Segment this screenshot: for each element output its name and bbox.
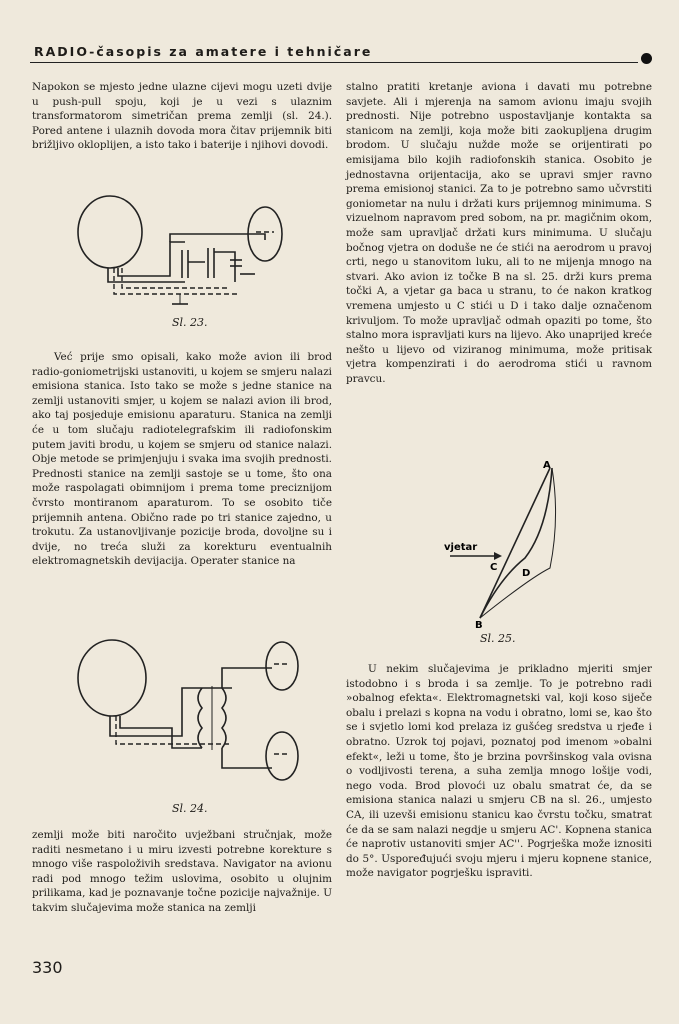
figure-23-diagram — [70, 182, 310, 307]
right-column-bottom — [346, 662, 652, 881]
left-column-top — [32, 80, 332, 153]
left-paragraph-2: Već prije smo opisali, kako može avion ili brod radio-goniometrijski ustanoviti, u kojem se smjeru nalazi emisiona stanica. Isto tako se može s jedne stanice na zemlji ustanoviti smjer, u kojem se nalazi avion ili brod, ako taj posjeduje emisionu aparaturu. Stanica na zemlji će u tom slučaju radiotelegrafskim ili radiofonskim putem javiti brodu, u kojem se smjeru od stanice nalazi. Obje metode se primjenjuju i svaka ima svojih prednosti. Prednosti stanice na zemlji sastoje se u tome, što ona može raspolagati obimnijom i prema tome preciznijom čvrsto montiranom aparaturom. To se osobito tiče prijemnih antena. Obično rade po tri stanice zajedno, u trokutu. Za ustanovljivanje pozicije broda, dovoljne su i dvije, no treća služi za korekturu eventualnih elektromagnetskih devijacija. Operater stanice na — [32, 351, 332, 568]
figure-25-caption: Sl. 25. — [480, 632, 516, 645]
left-paragraph-1: Napokon se mjesto jedne ulazne cijevi mogu uzeti dvije u push-pull spoju, koji je u vezi s ulaznim transformatorom simetričan prema zemlji (sl. 24.). Pored antene i ulaznih dovoda mora čitav prijemnik biti brižljivo okloplijen, a isto tako i baterije i njihovi dovodi. — [32, 81, 332, 152]
header-dot-icon — [641, 53, 652, 64]
right-paragraph-2: U nekim slučajevima je prikladno mjeriti smjer istodobno i s broda i sa zemlje. To je potrebno radi »obalnog efekta«. Elektromagnetski val, koji koso siječe obalu i prelazi s kopna na vodu i obratno, lomi se, kao što se i svjetlo lomi kod prelaza iz gušćeg sredstva u rjeđe i obratno. Uzrok toj pojavi, poznatoj pod imenom »obalni efekt«, leži u tome, što je brzina površinskog vala ovisna o vodljivosti terena, a suha zemlja mnogo lošije vodi, nego voda. Brod plovoći uz obalu smatrat će, da se emisiona stanica nalazi u smjeru CB na sl. 26., umjesto CA, ili uzevši emisionu stanicu kao čvrstu točku, smatrat će da se sam nalazi negdje u smjeru AC'. Kopnena stanica će naprotiv ustanoviti smjer AC''. Pogrješka može iznositi do 5°. Uspoređujući svoju mjeru i mjeru kopnene stanice, može navigator pogrješku ispraviti. — [346, 663, 652, 880]
point-c-label: C — [490, 562, 498, 573]
header-rule — [30, 62, 638, 63]
vacuum-tube-icon — [266, 732, 298, 780]
right-column-top — [346, 80, 652, 386]
figure-23-caption: Sl. 23. — [172, 316, 208, 329]
point-b-label: B — [475, 620, 483, 628]
right-paragraph-1: stalno pratiti kretanje aviona i davati mu potrebne savjete. Ali i mjerenja na samom avionu imaju svojih prednosti. Nije potrebno uspostavljanje kontakta sa stanicom na zemlji, koja može biti zaokupljena drugim brodom. U slučaju nužde može se orijentirati po emisijama bilo kojih radiofonskih stanica. Osobito je jednostavna orijentacija, ako se upravi smjer ravno prema emisionoj stanici. Za to je potrebno samo učvrstiti goniometar na nulu i držati kurs prijemnog minimuma. S vizuelnom napravom pred sobom, na pr. magičnim okom, može sam upravljač držati kurs minimuma. U slučaju bočnog vjetra on doduše ne će stići na aerodrom u pravoj crti, nego u stanovitom luku, ali to ne mijenja mnogo na stvari. Ako avion iz točke B na sl. 25. drži kurs prema točki A, a vjetar ga baca u stranu, to će nakon kratkog vremena umjesto u C stići u D i tako dalje označenom krivuljom. To može upravljač odmah opaziti po tome, što stalno mora ispravljati kurs na lijevo. Ako unaprijed kreće nešto u lijevo od viziranog minimuma, može pritisak vjetra kompenzirati i do aerodroma stići u ravnom pravcu. — [346, 81, 652, 385]
left-column-middle — [32, 350, 332, 569]
figure-25-diagram — [430, 458, 580, 628]
figure-24-diagram — [72, 628, 322, 788]
left-column-bottom — [32, 828, 332, 916]
course-line — [480, 468, 550, 618]
page-number: 330 — [32, 958, 63, 977]
point-a-label: A — [543, 460, 551, 471]
figure-24-caption: Sl. 24. — [172, 802, 208, 815]
page-header — [30, 40, 654, 66]
wind-label: vjetar — [444, 542, 478, 553]
loop-antenna-icon — [78, 640, 146, 716]
point-d-label: D — [522, 568, 531, 579]
loop-antenna-icon — [78, 196, 142, 268]
magazine-title: RADIO-časopis za amatere i tehničare — [34, 44, 373, 59]
left-paragraph-3: zemlji može biti naročito uvježbani stručnjak, može raditi nesmetano i u miru izvesti potrebne korekture s mnogo više raspoloživih sredstava. Navigator na avionu radi pod mnogo težim uslovima, osobito u olujnim prilikama, kad je poznavanje točne pozicije najvažnije. U takvim slučajevima može stanica na zemlji — [32, 829, 332, 914]
vacuum-tube-icon — [266, 642, 298, 690]
transformer-coil-icon — [198, 688, 202, 748]
